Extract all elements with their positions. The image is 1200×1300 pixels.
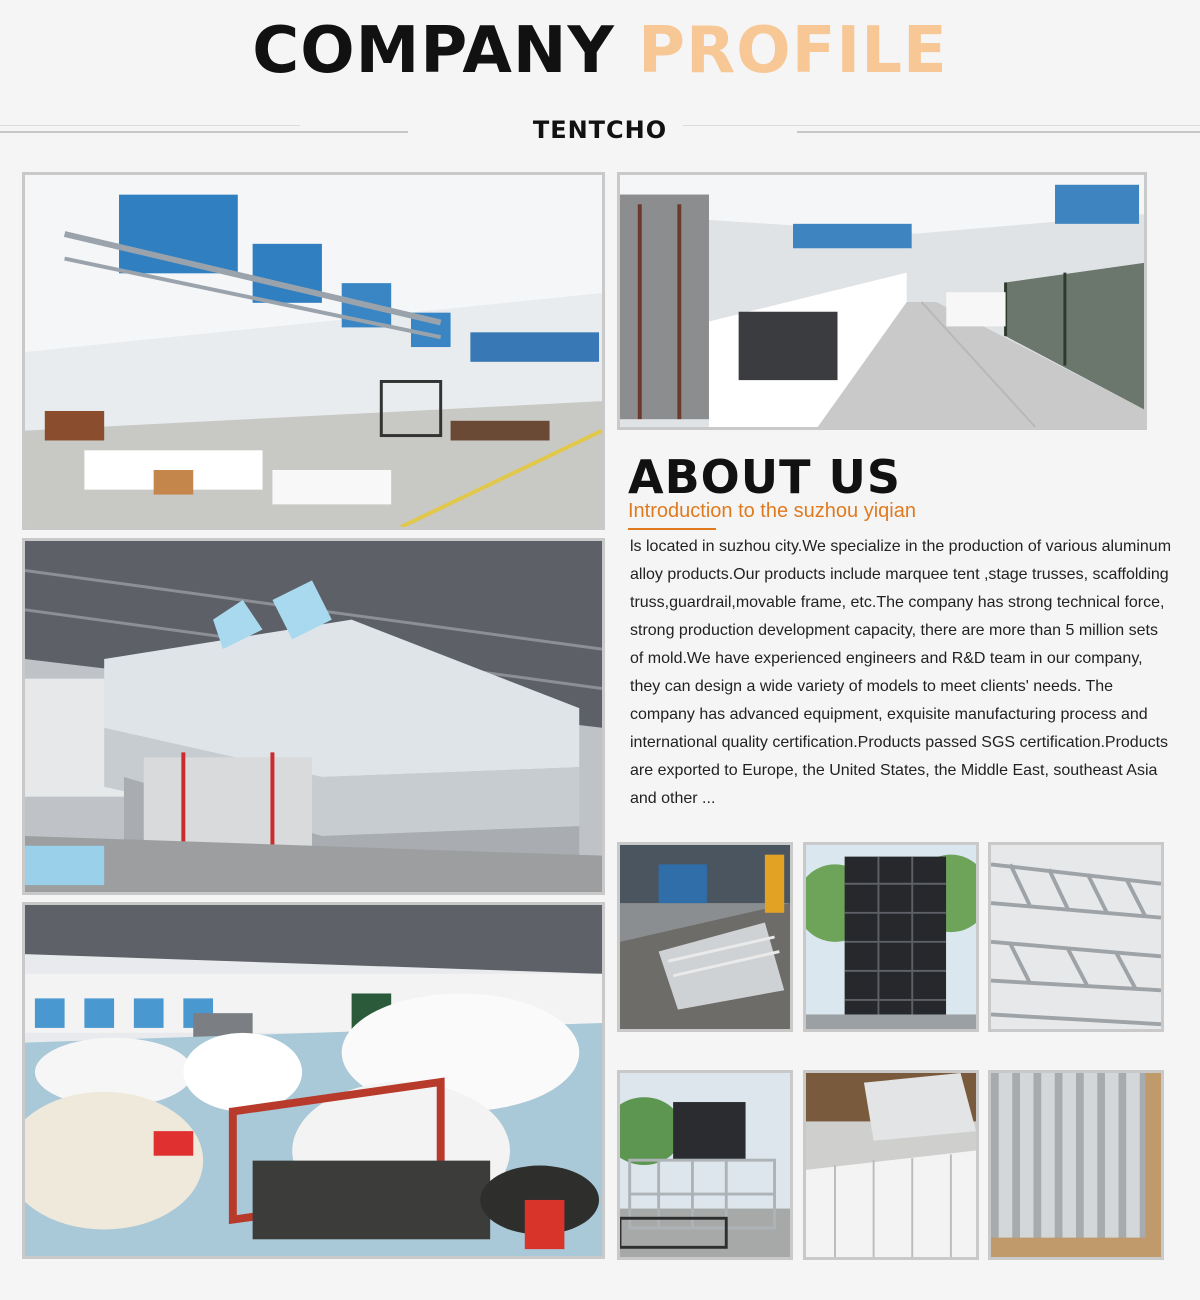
factory-photo-tent-fabric-storage	[22, 902, 605, 1259]
divider-right-top	[683, 125, 1200, 126]
page-title	[0, 14, 1200, 88]
thumb-packed-profiles	[803, 1070, 979, 1260]
factory-photo-aluminum-racks	[22, 538, 605, 895]
factory-photo-truss-workshop	[22, 172, 605, 530]
brand-name: TENTCHO	[532, 116, 668, 144]
title-word-company: COMPANY	[252, 14, 615, 88]
title-word-profile: PROFILE	[638, 14, 948, 88]
about-body-text: ls located in suzhou city.We specialize in the production of various aluminum alloy products.Our products include marquee tent ,stage trusses, scaffolding truss,guardrail,movable frame, etc.The company has strong technical force, strong production development capacity, there are more than 5 million sets of mold.We have experienced engineers and R&D team in our company, they can design a wide variety of models to meet clients' needs. The company has advanced equipment, exquisite manufacturing process and international quality certification.Products passed SGS certification.Products are exported to Europe, the United States, the Middle East, southeast Asia and other ...	[630, 538, 1172, 807]
about-underline	[628, 528, 716, 530]
factory-photo-warehouse-aisle	[617, 172, 1147, 430]
thumb-silver-truss-sections	[988, 842, 1164, 1032]
thumb-aluminum-tubes	[988, 1070, 1164, 1260]
thumb-black-scaffolding-frame	[803, 842, 979, 1032]
thumb-scaffolding-outdoor	[617, 1070, 793, 1260]
thumb-aluminum-profiles-workshop	[617, 842, 793, 1032]
divider-right	[797, 131, 1200, 133]
about-subheading: Introduction to the suzhou yiqian	[628, 500, 916, 522]
about-heading: ABOUT US	[628, 450, 901, 504]
